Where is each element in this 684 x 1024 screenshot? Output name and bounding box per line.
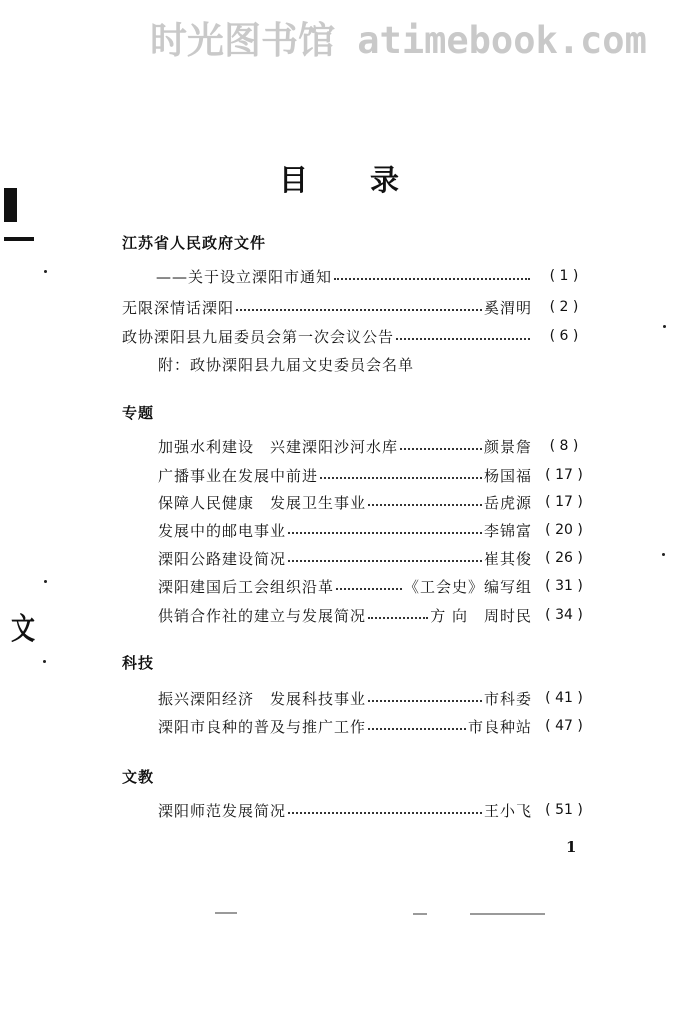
- entry-author: 岳虎源: [483, 493, 532, 512]
- section-heading: 江苏省人民政府文件: [122, 234, 267, 252]
- entry-page: ( 34 ): [545, 607, 583, 623]
- entry-title: 政协溧阳县九届委员会第一次会议公告: [122, 327, 395, 346]
- entry-page: ( 6 ): [549, 328, 579, 344]
- entry-page: ( 8 ): [549, 438, 579, 454]
- entry-title: 振兴溧阳经济 发展科技事业: [158, 689, 367, 708]
- toc-entry[interactable]: [122, 324, 596, 348]
- entry-page: ( 51 ): [545, 802, 583, 818]
- entry-author: 奚渭明: [483, 298, 532, 317]
- entry-title: 发展中的邮电事业: [158, 521, 287, 540]
- speck: [662, 553, 665, 556]
- toc-entry[interactable]: [158, 574, 596, 598]
- entry-page: ( 47 ): [545, 718, 583, 734]
- toc-entry[interactable]: [158, 546, 596, 570]
- toc-entry[interactable]: [158, 714, 596, 738]
- speck: [44, 270, 47, 273]
- leader-dots: [368, 617, 428, 619]
- speck: [663, 325, 666, 328]
- leader-dots: [368, 504, 482, 506]
- entry-page: ( 31 ): [545, 578, 583, 594]
- toc-entry[interactable]: [158, 518, 596, 542]
- entry-author: 王小飞: [483, 801, 532, 820]
- leader-dots: [368, 728, 466, 730]
- section-heading: 专题: [122, 404, 155, 422]
- entry-author: 杨国福: [483, 466, 532, 485]
- entry-author: 方 向 周时民: [430, 606, 532, 625]
- entry-page: ( 20 ): [545, 522, 583, 538]
- leader-dots: [334, 278, 530, 280]
- leader-dots: [368, 700, 482, 702]
- entry-page: ( 26 ): [545, 550, 583, 566]
- leader-dots: [236, 309, 482, 311]
- spine-mark-block: [4, 188, 17, 222]
- page-number: 1: [566, 838, 577, 856]
- speck: [43, 660, 46, 663]
- spine-character: 文: [11, 612, 35, 647]
- toc-entry[interactable]: [158, 686, 596, 710]
- toc-entry[interactable]: [158, 603, 596, 627]
- entry-title: 溧阳建国后工会组织沿革: [158, 577, 335, 596]
- leader-dots: [288, 532, 482, 534]
- entry-author: 市良种站: [467, 717, 532, 736]
- spine-mark-line: [4, 237, 34, 241]
- toc-entry[interactable]: [156, 264, 596, 288]
- entry-author: 颜景詹: [483, 437, 532, 456]
- appendix-note: 附：政协溧阳县九届文史委员会名单: [158, 356, 415, 374]
- entry-page: ( 17 ): [545, 494, 583, 510]
- entry-title: ——关于设立溧阳市通知: [156, 267, 333, 286]
- entry-title: 溧阳市良种的普及与推广工作: [158, 717, 367, 736]
- entry-title: 供销合作社的建立与发展简况: [158, 606, 367, 625]
- toc-entry[interactable]: [158, 798, 596, 822]
- entry-author: 崔其俊: [483, 549, 532, 568]
- entry-page: ( 2 ): [549, 299, 579, 315]
- bottom-smudge: [413, 913, 427, 915]
- leader-dots: [288, 560, 482, 562]
- leader-dots: [288, 812, 482, 814]
- leader-dots: [320, 477, 482, 479]
- entry-title: 溧阳公路建设简况: [158, 549, 287, 568]
- entry-author: 《工会史》编写组: [403, 577, 532, 596]
- entry-author: 市科委: [483, 689, 532, 708]
- toc-entry[interactable]: [158, 434, 596, 458]
- section-heading: 文教: [122, 768, 155, 786]
- bottom-smudge: [215, 912, 237, 914]
- entry-title: 无限深情话溧阳: [122, 298, 235, 317]
- entry-title: 溧阳师范发展简况: [158, 801, 287, 820]
- entry-page: ( 41 ): [545, 690, 583, 706]
- entry-title: 广播事业在发展中前进: [158, 466, 319, 485]
- bottom-smudge: [470, 913, 545, 915]
- entry-title: 保障人民健康 发展卫生事业: [158, 493, 367, 512]
- leader-dots: [396, 338, 530, 340]
- leader-dots: [400, 448, 482, 450]
- speck: [44, 580, 47, 583]
- entry-page: ( 1 ): [549, 268, 579, 284]
- toc-entry[interactable]: [122, 295, 596, 319]
- leader-dots: [336, 588, 402, 590]
- entry-title: 加强水利建设 兴建溧阳沙河水库: [158, 437, 399, 456]
- entry-author: 李锦富: [483, 521, 532, 540]
- entry-page: ( 17 ): [545, 467, 583, 483]
- toc-entry[interactable]: [158, 463, 596, 487]
- watermark-text: 时光图书馆 atimebook.com: [150, 19, 647, 62]
- page-title: 目 录: [278, 163, 426, 197]
- section-heading: 科技: [122, 654, 155, 672]
- toc-entry[interactable]: [158, 490, 596, 514]
